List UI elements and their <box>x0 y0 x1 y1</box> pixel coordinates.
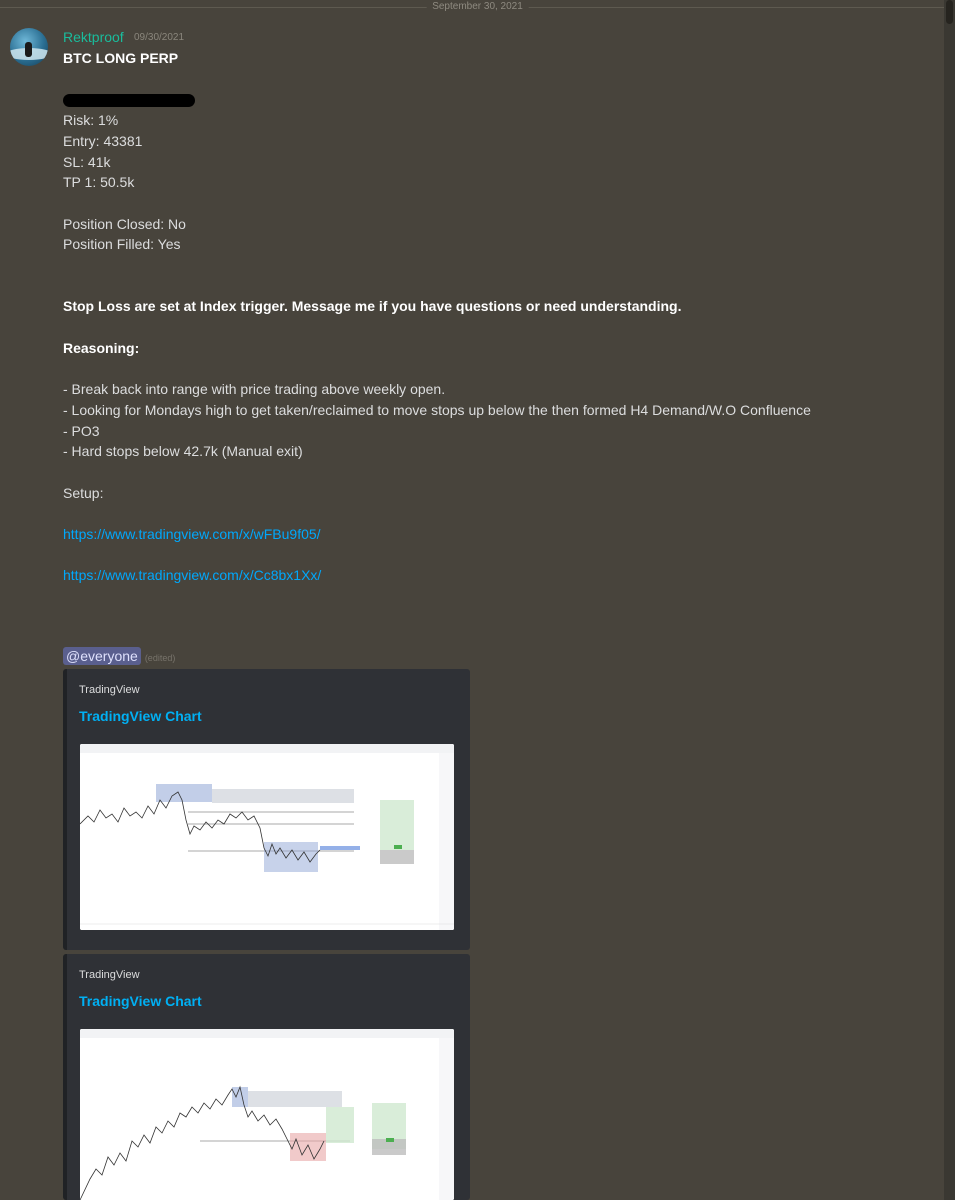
date-divider-label: September 30, 2021 <box>426 0 529 14</box>
edited-tag: (edited) <box>144 653 176 663</box>
author-name[interactable]: Rektproof <box>63 29 124 45</box>
chart-thumbnail[interactable] <box>80 744 454 930</box>
entry-line: Entry: 43381 <box>63 132 143 149</box>
position-filled-line: Position Filled: Yes <box>63 236 181 253</box>
tradingview-embed <box>63 954 470 1200</box>
redacted-line <box>63 89 933 110</box>
chart-image <box>80 744 454 930</box>
avatar-surfer-shape <box>25 42 32 57</box>
message-title: BTC LONG PERP <box>63 50 179 66</box>
embed-provider[interactable]: TradingView <box>79 969 140 981</box>
chart-thumbnail[interactable] <box>80 1029 454 1200</box>
message-content <box>63 48 933 586</box>
redaction-bar <box>63 94 195 107</box>
embed-title-link[interactable]: TradingView Chart <box>79 708 202 724</box>
message-timestamp: 09/30/2021 <box>134 32 185 43</box>
stop-loss-line: SL: 41k <box>63 153 111 170</box>
chart-image <box>80 1029 454 1200</box>
reasoning-heading: Reasoning: <box>63 339 140 356</box>
reason-item: - Break back into range with price trading above weekly open. <box>63 381 446 398</box>
scrollbar-thumb[interactable] <box>946 0 953 24</box>
position-closed-line: Position Closed: No <box>63 215 186 232</box>
reason-item: - Hard stops below 42.7k (Manual exit) <box>63 443 303 460</box>
embed-title-link[interactable]: TradingView Chart <box>79 993 202 1009</box>
avatar[interactable] <box>10 28 48 66</box>
tradingview-embed <box>63 669 470 950</box>
date-divider <box>0 0 955 14</box>
stop-loss-note: Stop Loss are set at Index trigger. Message me if you have questions or need understanding. <box>63 298 682 315</box>
setup-label: Setup: <box>63 484 104 501</box>
everyone-mention[interactable]: @everyone <box>63 647 141 665</box>
take-profit-line: TP 1: 50.5k <box>63 174 135 191</box>
scrollbar[interactable] <box>944 0 955 1200</box>
chart-link-2[interactable]: https://www.tradingview.com/x/Cc8bx1Xx/ <box>63 567 322 584</box>
mention-row <box>63 648 175 664</box>
reason-item: - PO3 <box>63 422 100 439</box>
risk-line: Risk: 1% <box>63 112 119 129</box>
reason-item: - Looking for Mondays high to get taken/reclaimed to move stops up below the then formed H4 Demand/W.O Confluence <box>63 401 811 418</box>
chart-link-1[interactable]: https://www.tradingview.com/x/wFBu9f05/ <box>63 526 321 543</box>
embed-provider[interactable]: TradingView <box>79 684 140 696</box>
